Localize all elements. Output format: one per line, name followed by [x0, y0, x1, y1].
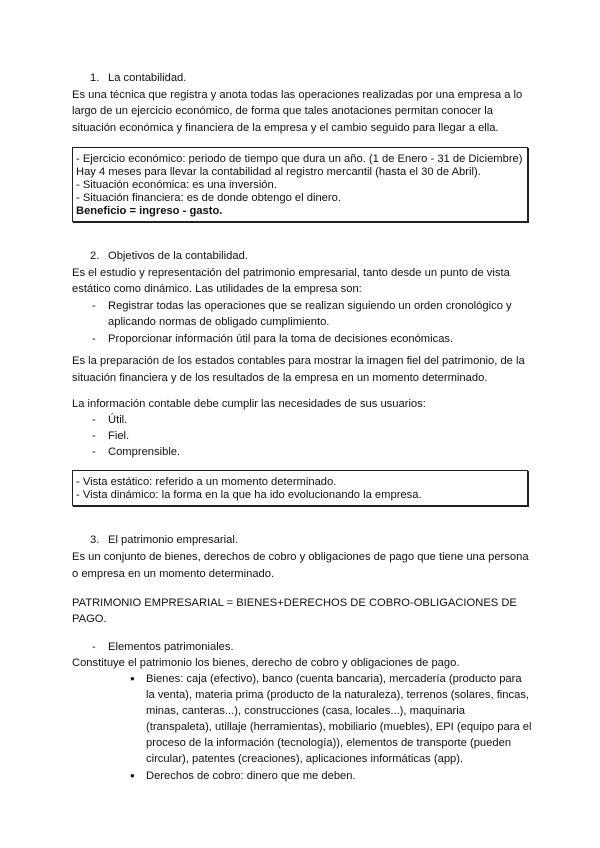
formula-line: PAGO.: [72, 613, 107, 625]
bullet-dash: -: [92, 446, 96, 458]
bullet-dash: -: [92, 300, 96, 312]
bullet-dash: -: [92, 641, 96, 653]
section-number: 3.: [90, 534, 100, 546]
note-box: [72, 147, 528, 222]
paragraph-line: o empresa en un momento determinado.: [72, 568, 275, 580]
paragraph-line: situación financiera y de los resultados de la empresa en un momento determinado.: [72, 372, 488, 384]
bullet-dash: -: [92, 333, 96, 345]
note-line: - Vista dinámico: la forma en la que ha ido evolucionando la empresa.: [76, 489, 422, 501]
list-item: Bienes: caja (efectivo), banco (cuenta bancaria), mercadería (producto para: [146, 673, 522, 685]
formula-bold: Beneficio = ingreso - gasto.: [76, 205, 223, 217]
note-box: [72, 470, 528, 506]
section-title: La contabilidad.: [108, 72, 187, 84]
note-line: - Vista estático: referido a un momento determinado.: [76, 476, 337, 488]
bullet-dash: -: [92, 414, 96, 426]
list-item: proceso de la información (tecnología)), elementos de transporte (pueden: [146, 737, 512, 749]
note-line: - Situación financiera: es de donde obtengo el dinero.: [76, 192, 341, 204]
section-number: 1.: [90, 72, 100, 84]
paragraph-line: Es el estudio y representación del patrimonio empresarial, tanto desde un punto de vista: [72, 267, 510, 279]
paragraph-line: La información contable debe cumplir las necesidades de sus usuarios:: [72, 398, 426, 410]
list-item: Comprensible.: [108, 446, 181, 458]
paragraph-line: Es una técnica que registra y anota todas las operaciones realizadas por una empresa a lo: [72, 89, 523, 101]
note-line: - Situación económica: es una inversión.: [76, 179, 277, 191]
list-item: Proporcionar información útil para la toma de decisiones económicas.: [108, 333, 454, 345]
paragraph-line: Es la preparación de los estados contables para mostrar la imagen fiel del patrimonio, de la: [72, 355, 525, 367]
list-item: aplicando normas de obligado cumplimiento.: [108, 316, 330, 328]
list-item: Útil.: [108, 414, 128, 426]
paragraph-line: Constituye el patrimonio los bienes, derecho de cobro y obligaciones de pago.: [72, 657, 460, 669]
list-item: Derechos de cobro: dinero que me deben.: [146, 770, 356, 782]
note-line: - Ejercicio económico: periodo de tiempo que dura un año. (1 de Enero - 31 de Diciembre): [76, 153, 523, 165]
paragraph-line: Es un conjunto de bienes, derechos de cobro y obligaciones de pago que tiene una persona: [72, 551, 529, 563]
section-number: 2.: [90, 250, 100, 262]
paragraph-line: situación económica y financiera de la empresa y el cambio seguido para llegar a ella.: [72, 122, 499, 134]
list-item: (transpaleta), utillaje (herramientas), mobiliario (muebles), EPI (equipo para el: [146, 721, 532, 733]
list-item: la venta), materia prima (producto de la naturaleza), terrenos (solares, fincas,: [146, 689, 530, 701]
bullet-dot: ●: [130, 674, 135, 683]
formula-line: PATRIMONIO EMPRESARIAL = BIENES+DERECHOS DE COBRO-OBLIGACIONES DE: [72, 597, 517, 609]
list-item: circular), patentes (creaciones), aplicaciones informáticas (app).: [146, 753, 464, 765]
note-line: Hay 4 meses para llevar la contabilidad al registro mercantil (hasta el 30 de Abril).: [76, 166, 481, 178]
subheading: Elementos patrimoniales.: [108, 641, 234, 653]
paragraph-line: estático como dinámico. Las utilidades de la empresa son:: [72, 283, 362, 295]
list-item: Registrar todas las operaciones que se realizan siguiendo un orden cronológico y: [108, 300, 512, 312]
section-title: El patrimonio empresarial.: [108, 534, 238, 546]
list-item: Fiel.: [108, 430, 130, 442]
bullet-dot: ●: [130, 771, 135, 780]
section-title: Objetivos de la contabilidad.: [108, 250, 248, 262]
paragraph-line: largo de un ejercicio económico, de forma que tales anotaciones permitan conocer la: [72, 105, 494, 117]
bullet-dash: -: [92, 430, 96, 442]
list-item: minas, canteras...), construcciones (casa, locales...), maquinaria: [146, 705, 465, 717]
